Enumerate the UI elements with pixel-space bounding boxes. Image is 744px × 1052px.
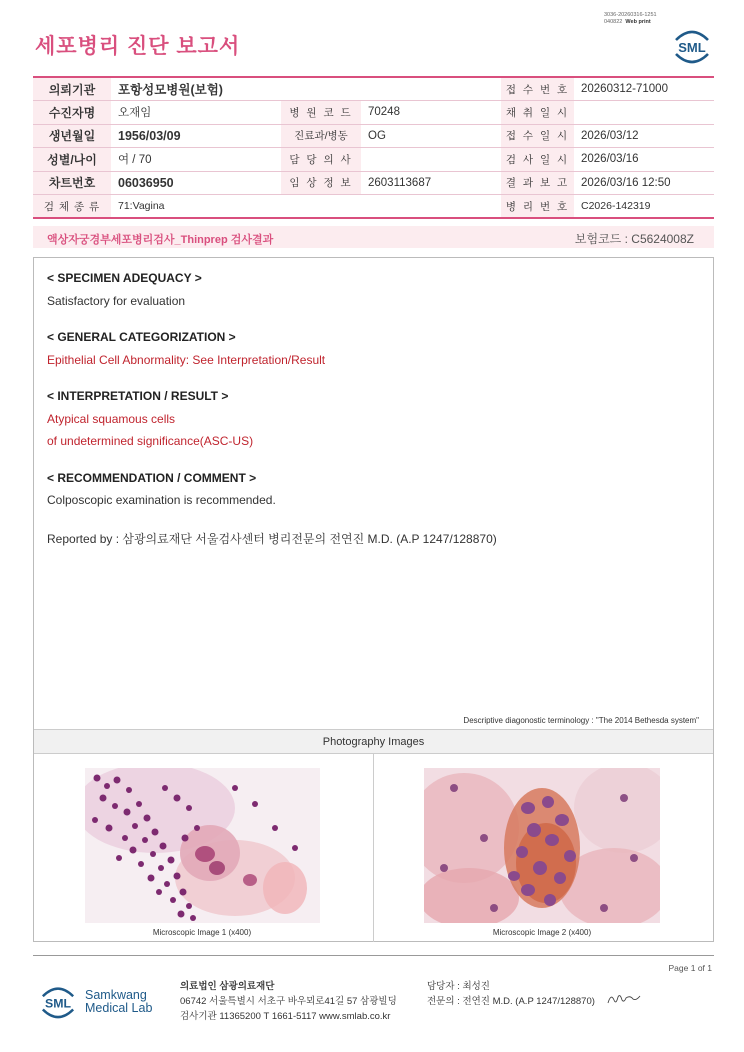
label-patient-name: 수진자명 [33,101,111,125]
image-2-caption: Microscopic Image 2 (x400) [492,928,592,937]
image-1-caption: Microscopic Image 1 (x400) [152,928,252,937]
value-test-date: 2026/03/16 [574,148,714,172]
footer-specialist: 전문의 : 전연진 M.D. (A.P 1247/128870) [427,996,595,1007]
label-report-date: 결 과 보 고 [501,171,574,195]
footer-address: 06742 서울특별시 서초구 바우뫼로41길 57 삼광빌딩 [180,996,397,1007]
page-number: Page 1 of 1 [668,963,712,973]
table-row [33,195,714,219]
label-receipt-date: 접 수 일 시 [501,124,574,148]
value-requesting-org: 포항성모병원(보험) [111,77,501,101]
footer-org-name: 의료법인 삼광의료재단 [180,981,275,992]
logo-text: SML [678,40,706,55]
interpretation-text-line1: Atypical squamous cells [47,412,176,426]
reported-by: Reported by : 삼광의료재단 서울검사센터 병리전문의 전연진 M.D. (A.P 1247/128870) [47,532,497,546]
label-pathology-no: 병 리 번 호 [501,195,574,219]
specimen-adequacy-heading: < SPECIMEN ADEQUACY > [47,271,202,285]
footer-org-info [180,979,397,1024]
footer-logo-text: SML [45,996,71,1011]
table-row [33,171,714,195]
value-clinical-info: 2603113687 [361,171,501,195]
value-chart-no: 06036950 [111,171,281,195]
photo-divider [373,754,374,942]
document-code-number: 040822 [604,19,623,25]
label-collection-date: 채 취 일 시 [501,101,574,125]
sml-logo [670,26,714,64]
value-report-date: 2026/03/16 12:50 [574,171,714,195]
footer-brand [85,989,152,1015]
page-title: 세포병리 진단 보고서 [35,35,241,58]
table-row [33,101,714,125]
value-birth-date: 1956/03/09 [111,124,281,148]
value-attending-doctor [361,148,501,172]
document-code [604,12,657,26]
result-box [33,257,714,942]
value-collection-date [574,101,714,125]
document-code-line2 [604,19,657,26]
footer-brand-line1: Samkwang [85,988,147,1002]
value-patient-name: 오재임 [111,101,281,125]
value-receipt-date: 2026/03/12 [574,124,714,148]
footer-manager: 담당자 : 최성진 [427,981,490,992]
table-row [33,77,714,101]
label-accession-no: 접 수 번 호 [501,77,574,101]
document-code-line1: 3036-20260316-1251 [604,12,657,18]
terminology-note: Descriptive diagonostic terminology : "The 2014 Bethesda system" [463,716,699,725]
footer-divider [33,955,714,956]
label-hospital-code: 병 원 코 드 [281,101,361,125]
value-specimen-type: 71:Vagina [111,195,501,219]
label-department: 진료과/병동 [281,124,361,148]
value-pathology-no: C2026-142319 [574,195,714,219]
value-hospital-code: 70248 [361,101,501,125]
exam-name: 액상자궁경부세포병리검사_Thinprep 검사결과 [47,234,274,246]
label-chart-no: 차트번호 [33,171,111,195]
value-accession-no: 20260312-71000 [574,77,714,101]
label-test-date: 검 사 일 시 [501,148,574,172]
table-row [33,124,714,148]
recommendation-text: Colposcopic examination is recommended. [47,493,276,507]
value-sex-age: 여 / 70 [111,148,281,172]
label-clinical-info: 임 상 정 보 [281,171,361,195]
footer-brand-line2: Medical Lab [85,1001,153,1015]
label-sex-age: 성별/나이 [33,148,111,172]
exam-bar [33,226,714,248]
specimen-adequacy-text: Satisfactory for evaluation [47,294,186,308]
value-department: OG [361,124,501,148]
label-birth-date: 생년월일 [33,124,111,148]
general-categorization-heading: < GENERAL CATEGORIZATION > [47,330,236,344]
footer-sml-logo [37,983,79,1019]
recommendation-heading: < RECOMMENDATION / COMMENT > [47,471,257,485]
insurance-code: 보험코드 : C5624008Z [574,232,694,246]
footer-contact: 검사기관 11365200 T 1661-5117 www.smlab.co.kr [180,1011,391,1022]
general-categorization-text: Epithelial Cell Abnormality: See Interpretation/Result [47,353,326,367]
interpretation-heading: < INTERPRETATION / RESULT > [47,389,229,403]
label-requesting-org: 의뢰기관 [33,77,111,101]
web-print-label: Web print [625,19,651,25]
photography-images-bar: Photography Images [34,729,713,754]
signature [606,991,642,1007]
interpretation-text-line2: of undetermined significance(ASC-US) [47,434,254,448]
footer-staff-info [427,979,595,1009]
microscopic-image-2 [424,768,660,923]
label-specimen-type: 검 체 종 류 [33,195,111,219]
patient-info-table [33,76,714,219]
microscopic-image-1 [85,768,320,923]
label-attending-doctor: 담 당 의 사 [281,148,361,172]
table-row [33,148,714,172]
